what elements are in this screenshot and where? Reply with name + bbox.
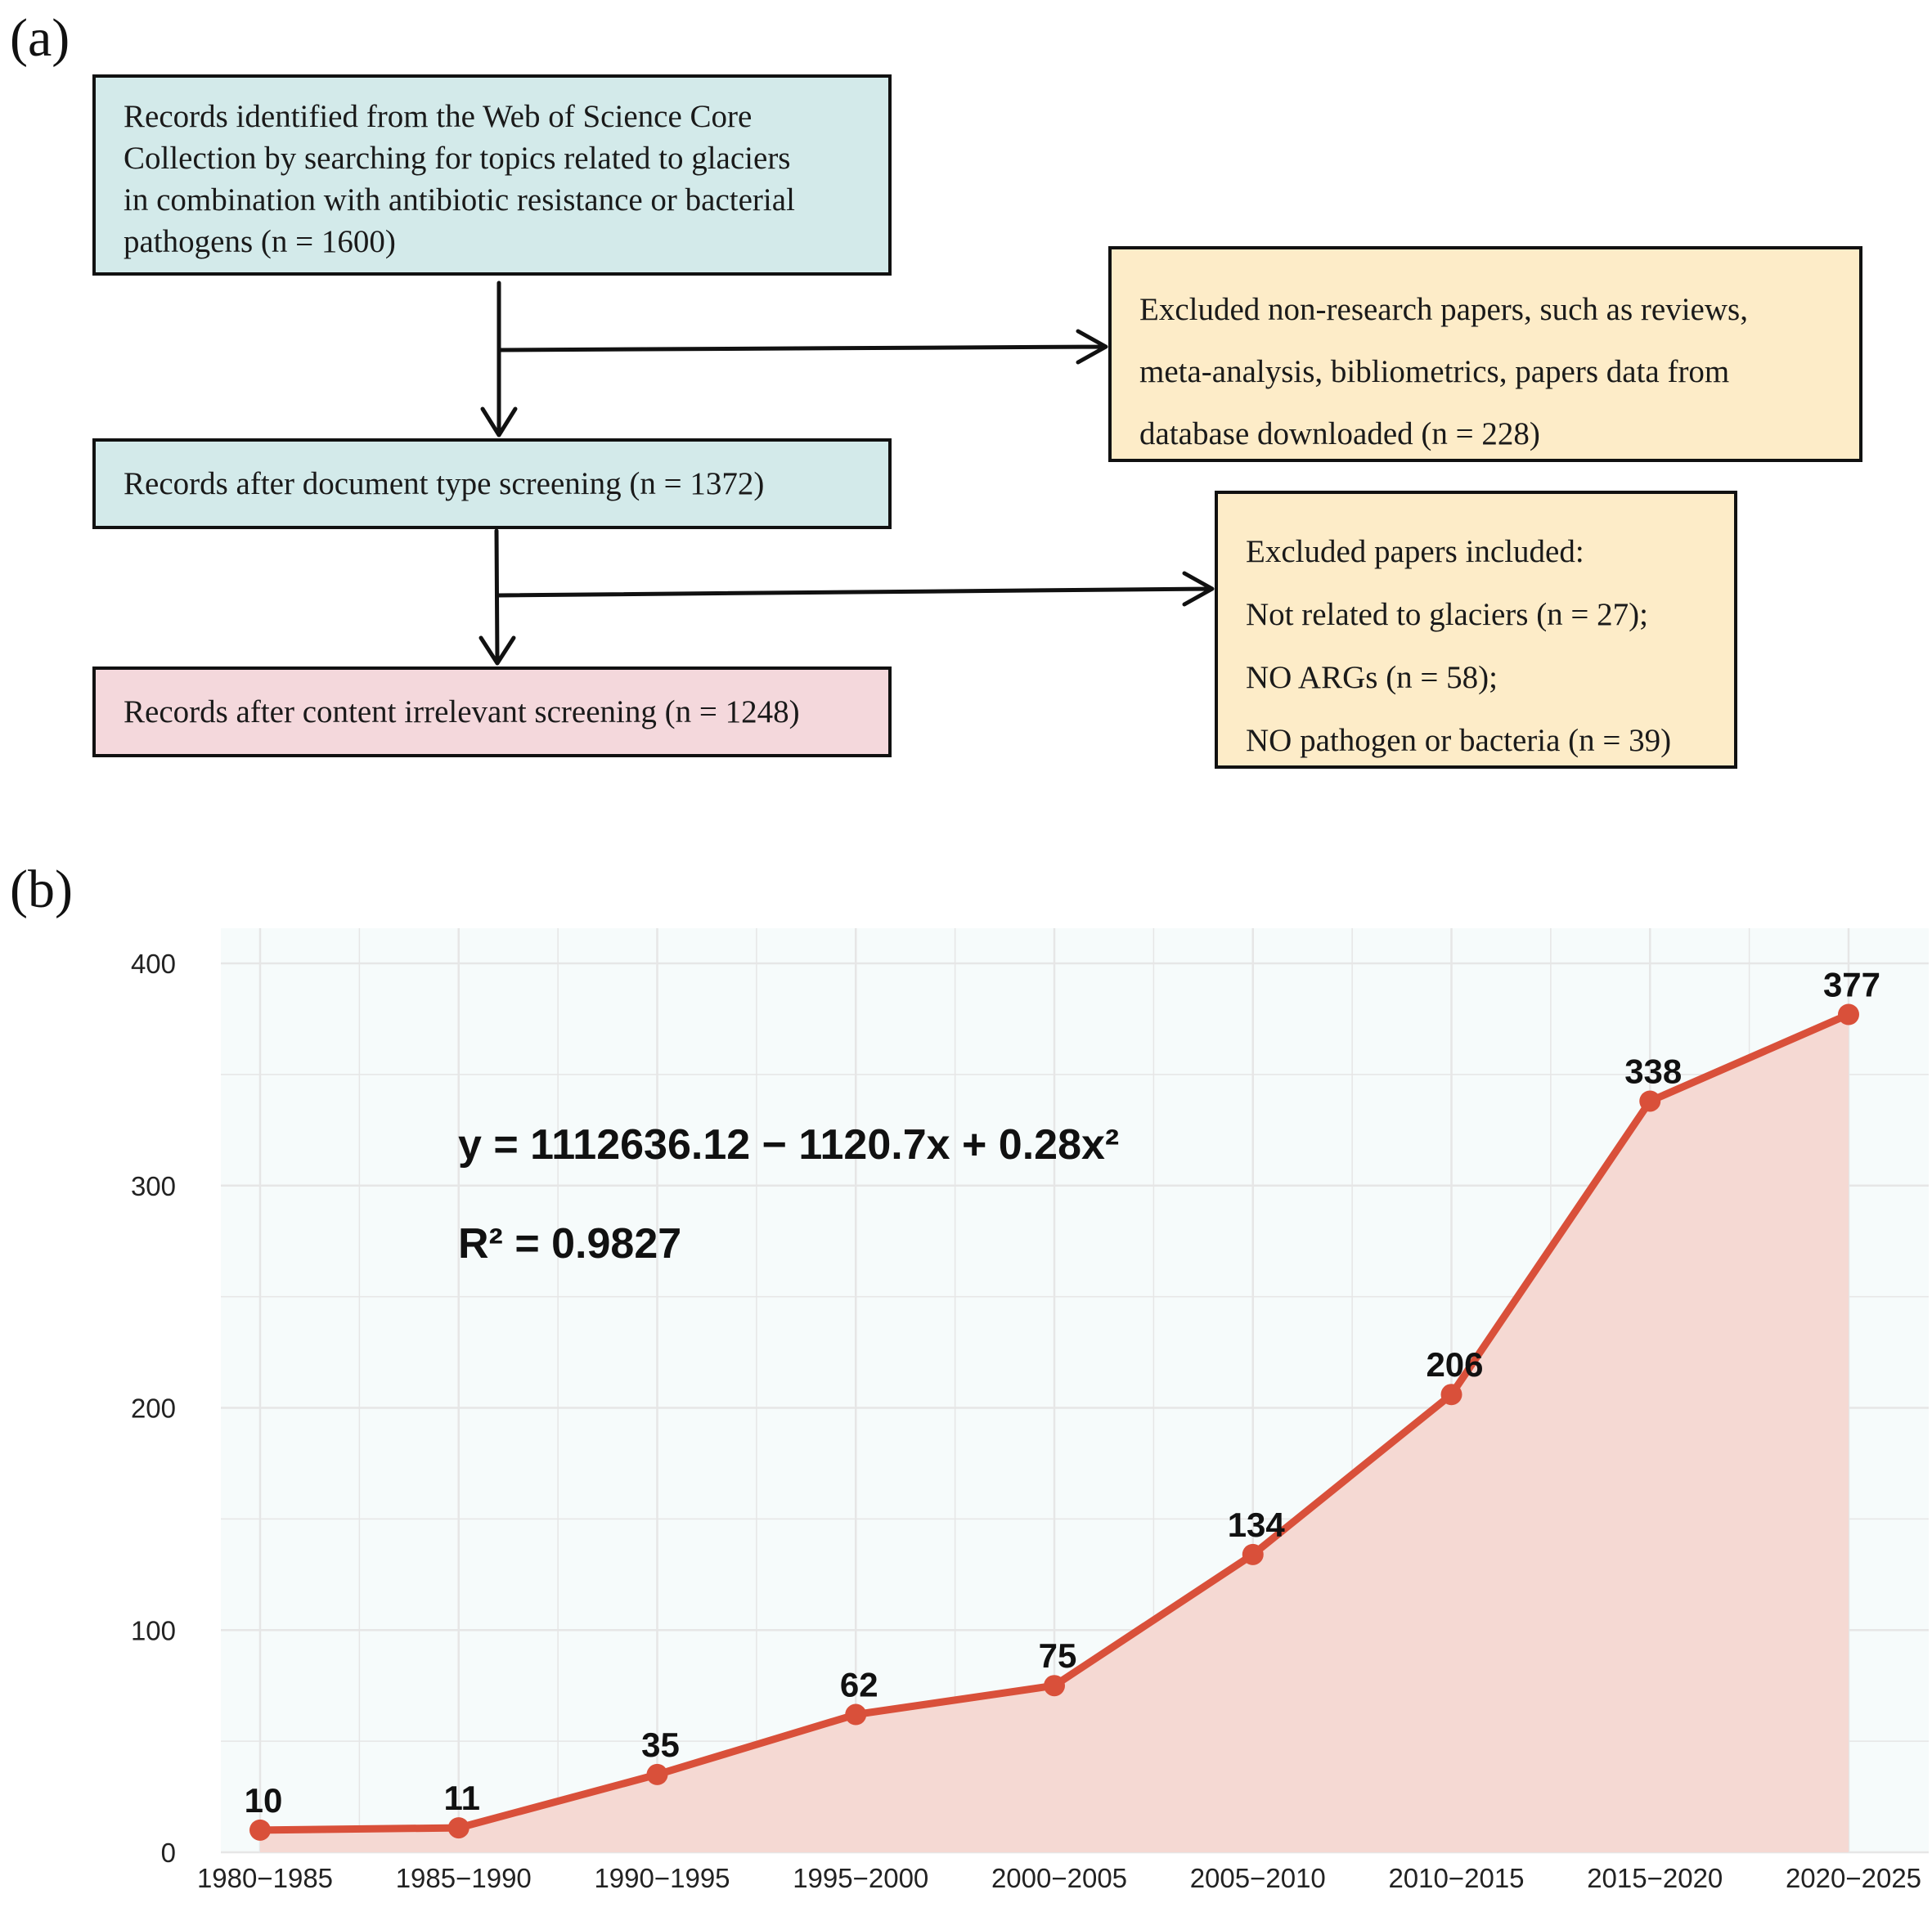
x-tick-label: 1995−2000 — [793, 1863, 929, 1893]
x-tick-label: 1980−1985 — [196, 1863, 334, 1893]
data-point — [1441, 1384, 1462, 1405]
data-point — [249, 1820, 271, 1841]
x-tick-label: 1990−1995 — [594, 1863, 730, 1893]
x-tick-label: 2000−2005 — [991, 1863, 1128, 1893]
records-identified-line-4: pathogens (n = 1600) — [124, 224, 396, 259]
panel-a-label: (a) — [10, 8, 70, 68]
y-tick-label: 400 — [130, 949, 176, 979]
data-point — [1242, 1544, 1264, 1565]
data-point — [1044, 1675, 1065, 1696]
data-label: 206 — [1426, 1345, 1484, 1385]
data-point — [448, 1817, 470, 1838]
panel-b-label: (b) — [10, 860, 73, 919]
data-label: 134 — [1227, 1505, 1285, 1544]
document-type-screening-text: Records after document type screening (n = 1372) — [124, 466, 765, 501]
records-identified-line-2: Collection by searching for topics related to glaciers — [124, 141, 791, 176]
x-tick-label: 2015−2020 — [1587, 1863, 1723, 1893]
data-label: 11 — [443, 1779, 480, 1818]
data-label: 62 — [839, 1665, 878, 1704]
excluded-papers-line-1: Excluded papers included: — [1246, 534, 1584, 569]
data-label: 10 — [244, 1780, 283, 1820]
y-tick-label: 300 — [130, 1170, 176, 1201]
data-point — [1838, 1004, 1859, 1026]
x-axis-ticks — [197, 1863, 1921, 1893]
excluded-papers-line-3: NO ARGs (n = 58); — [1246, 660, 1498, 695]
y-tick-label: 200 — [130, 1393, 176, 1424]
excluded-papers-line-4: NO pathogen or bacteria (n = 39) — [1246, 723, 1672, 758]
r-squared: R² = 0.9827 — [458, 1220, 682, 1268]
data-point — [647, 1764, 668, 1785]
excluded-nonresearch-line-3: database downloaded (n = 228) — [1139, 416, 1540, 451]
excluded-papers-line-2: Not related to glaciers (n = 27); — [1246, 597, 1648, 632]
x-tick-label: 2010−2015 — [1388, 1863, 1525, 1893]
records-identified-line-3: in combination with antibiotic resistance or bacterial — [124, 182, 795, 218]
data-label: 338 — [1624, 1052, 1683, 1091]
x-tick-label: 2020−2025 — [1785, 1863, 1922, 1893]
x-tick-label: 1985−1990 — [395, 1863, 532, 1893]
content-screening-text: Records after content irrelevant screening (n = 1248) — [124, 694, 800, 729]
y-tick-label: 100 — [130, 1615, 176, 1646]
y-axis-ticks — [131, 949, 176, 1868]
y-tick-label: 0 — [160, 1838, 176, 1868]
data-point — [845, 1704, 866, 1726]
data-point — [1639, 1090, 1660, 1111]
excluded-nonresearch-line-2: meta-analysis, bibliometrics, papers data from — [1139, 354, 1730, 389]
data-label: 75 — [1038, 1636, 1077, 1676]
records-identified-line-1: Records identified from the Web of Science Core — [124, 99, 753, 134]
data-label: 377 — [1822, 965, 1881, 1004]
regression-equation: y = 1112636.12 − 1120.7x + 0.28x² — [458, 1121, 1120, 1169]
data-label: 35 — [641, 1725, 680, 1764]
excluded-nonresearch-line-1: Excluded non-research papers, such as reviews, — [1139, 292, 1748, 327]
x-tick-label: 2005−2010 — [1189, 1863, 1326, 1893]
